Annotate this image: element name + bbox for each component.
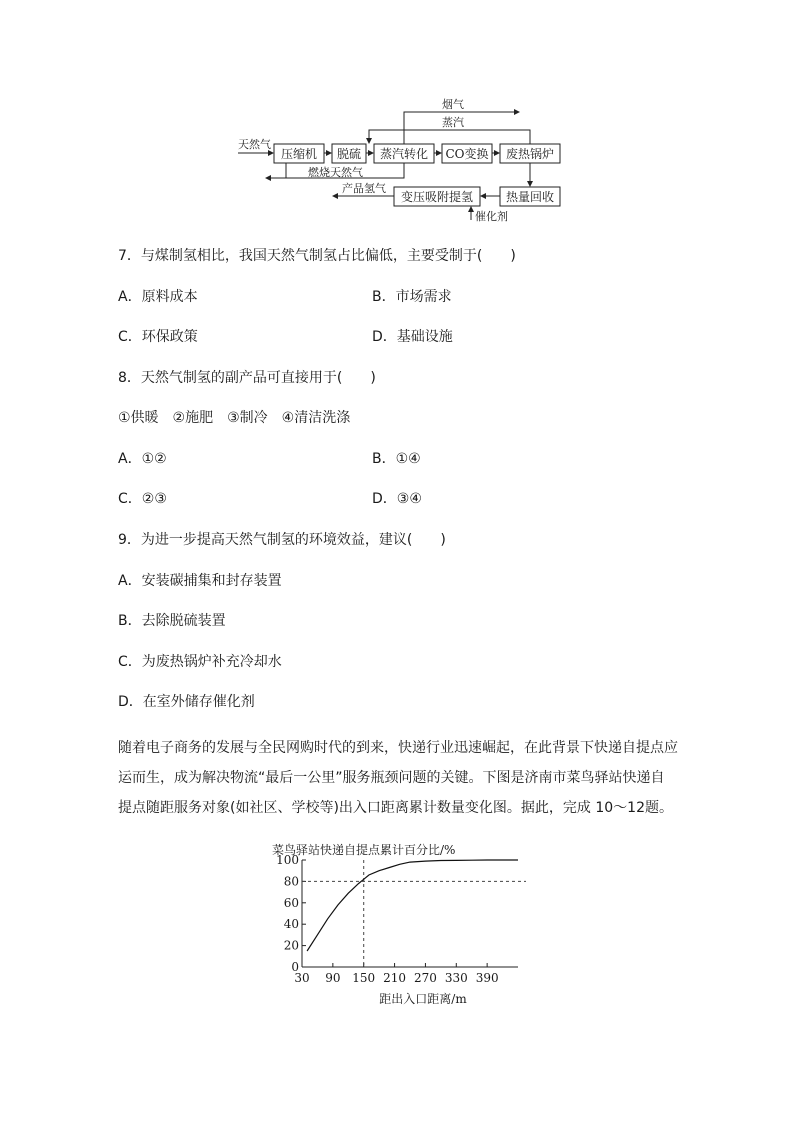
cumulative-percentage-chart (260, 835, 550, 1010)
series-line (307, 860, 518, 951)
q7-option-c[interactable]: C．环保政策 (118, 329, 198, 345)
x-tick-label: 150 (352, 971, 376, 985)
q9-option-d[interactable]: D．在室外储存催化剂 (118, 694, 255, 710)
node-psa: 变压吸附提氢 (400, 190, 474, 204)
y-tick-label: 100 (276, 853, 299, 867)
passage-line: 提点随距服务对象(如社区、学校等)出入口距离累计数量变化图。据此，完成 10～12题。 (118, 800, 674, 816)
node-compressor: 压缩机 (280, 147, 318, 161)
node-heat-recovery: 热量回收 (505, 190, 555, 204)
question-7-stem: 7．与煤制氢相比，我国天然气制氢占比偏低，主要受制于( ) (118, 248, 516, 264)
question-8-stem: 8．天然气制氢的副产品可直接用于( ) (118, 370, 376, 386)
y-tick-label: 40 (283, 917, 299, 932)
y-tick-label: 60 (283, 895, 299, 910)
node-steam-reform: 蒸汽转化 (379, 147, 429, 161)
label-natural-gas: 天然气 (238, 138, 271, 151)
label-product-h2: 产品氢气 (342, 182, 386, 195)
q9-option-b[interactable]: B．去除脱硫装置 (118, 613, 226, 629)
x-tick-label: 90 (325, 971, 341, 985)
q7-option-b[interactable]: B．市场需求 (372, 289, 452, 305)
q7-option-a[interactable]: A．原料成本 (118, 289, 198, 305)
passage-line: 随着电子商务的发展与全民网购时代的到来，快递行业迅速崛起，在此背景下快递自提点应 (118, 740, 678, 756)
chart-x-axis-label: 距出入口距离/m (379, 992, 467, 1006)
x-tick-label: 30 (294, 971, 310, 985)
passage-line: 运而生，成为解决物流“最后一公里”服务瓶颈问题的关键。下图是济南市菜鸟驿站快递自 (118, 770, 665, 786)
x-tick-label: 390 (475, 971, 499, 985)
y-tick-label: 80 (283, 874, 299, 889)
label-steam: 蒸汽 (442, 116, 464, 129)
q9-option-a[interactable]: A．安装碳捕集和封存装置 (118, 573, 282, 589)
label-catalyst: 催化剂 (475, 210, 508, 223)
q8-option-c[interactable]: C．②③ (118, 491, 167, 507)
passage (118, 733, 678, 823)
q8-option-a[interactable]: A．①② (118, 451, 167, 467)
process-flow-diagram (230, 92, 570, 227)
q9-option-c[interactable]: C．为废热锅炉补充冷却水 (118, 654, 282, 670)
x-tick-label: 330 (444, 971, 468, 985)
q7-option-d[interactable]: D．基础设施 (372, 329, 453, 345)
question-8-items: ①供暖 ②施肥 ③制冷 ④清洁洗涤 (118, 410, 351, 426)
node-co-shift: CO变换 (445, 147, 489, 161)
label-burn-gas: 燃烧天然气 (308, 166, 363, 179)
chart-title: 菜鸟驿站快递自提点累计百分比/% (272, 843, 456, 857)
node-waste-heat-boiler: 废热锅炉 (505, 147, 555, 161)
y-tick-label: 0 (291, 960, 299, 974)
label-flue-gas: 烟气 (442, 98, 464, 111)
q8-option-d[interactable]: D．③④ (372, 491, 422, 507)
q8-option-b[interactable]: B．①④ (372, 451, 421, 467)
y-tick-label: 20 (283, 938, 299, 953)
x-tick-label: 210 (383, 971, 407, 985)
question-9-stem: 9．为进一步提高天然气制氢的环境效益，建议( ) (118, 532, 446, 548)
x-tick-label: 270 (413, 971, 437, 985)
node-desulfur: 脱硫 (336, 147, 362, 161)
